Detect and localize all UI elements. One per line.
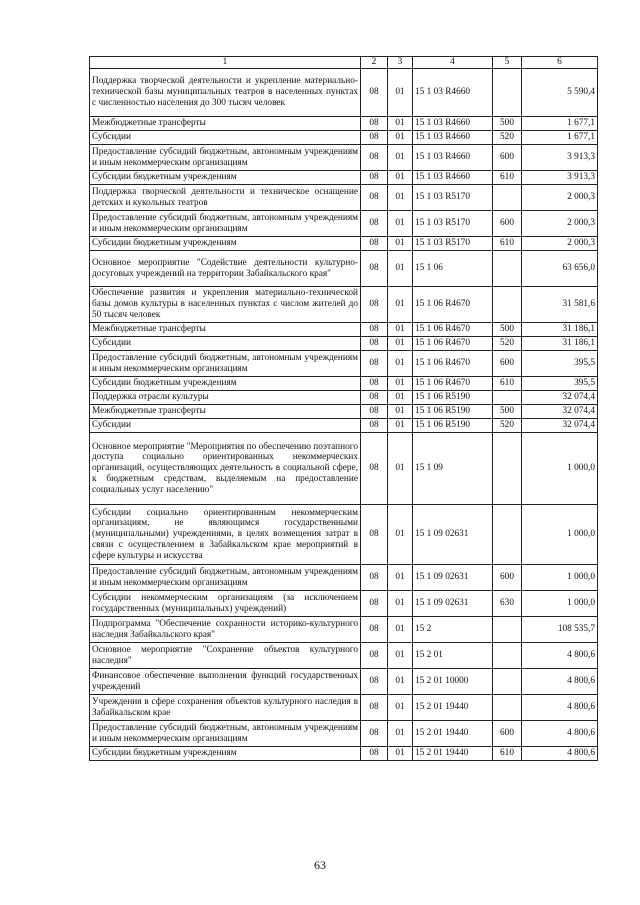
row-subsection: 01 (388, 433, 413, 505)
row-target-code: 15 1 03 R5170 (413, 185, 493, 211)
row-section: 08 (361, 391, 388, 405)
row-section: 08 (361, 171, 388, 185)
row-amount: 108 535,7 (522, 617, 598, 643)
row-subsection: 01 (388, 391, 413, 405)
row-name: Основное мероприятие "Мероприятия по обеспечению поэтапного доступа социально ориентированных некоммерческих организаций, осуществляющих деятельность в социальной сфере, к бюджетным средствам, выделяемым на предоставление социальных услуг населению" (90, 433, 361, 505)
row-amount: 1 677,1 (522, 131, 598, 145)
row-target-code: 15 1 09 02631 (413, 565, 493, 591)
row-target-code: 15 2 01 10000 (413, 669, 493, 695)
table-row (90, 287, 598, 323)
row-expense-type (493, 391, 522, 405)
col-header-1: 1 (90, 57, 361, 69)
row-target-code: 15 1 06 R4670 (413, 377, 493, 391)
row-subsection: 01 (388, 747, 413, 761)
row-name: Субсидии социально ориентированным некоммерческим организациям, не являющимся государственными (муниципальными) учреждениями, в целях возмещения затрат в связи с осуществлением в Забайкальском крае мероприятий в сфере культуры и искусства (90, 505, 361, 565)
row-expense-type (493, 643, 522, 669)
row-section: 08 (361, 419, 388, 433)
row-amount: 395,5 (522, 351, 598, 377)
table-row (90, 171, 598, 185)
col-header-4: 4 (413, 57, 493, 69)
row-target-code: 15 1 06 R4670 (413, 323, 493, 337)
row-subsection: 01 (388, 337, 413, 351)
table-row (90, 131, 598, 145)
table-row (90, 185, 598, 211)
row-target-code: 15 1 06 R4670 (413, 351, 493, 377)
row-target-code: 15 2 01 19440 (413, 695, 493, 721)
table-row (90, 69, 598, 117)
col-header-6: 6 (522, 57, 598, 69)
table-row (90, 419, 598, 433)
row-section: 08 (361, 351, 388, 377)
row-section: 08 (361, 669, 388, 695)
row-name: Предоставление субсидий бюджетным, автономным учреждениям и иным некоммерческим организациям (90, 145, 361, 171)
row-expense-type (493, 287, 522, 323)
row-target-code: 15 1 09 02631 (413, 591, 493, 617)
row-target-code: 15 1 06 R5190 (413, 419, 493, 433)
row-target-code: 15 1 09 (413, 433, 493, 505)
row-amount: 4 800,6 (522, 669, 598, 695)
row-expense-type: 600 (493, 211, 522, 237)
row-subsection: 01 (388, 251, 413, 287)
row-expense-type: 610 (493, 377, 522, 391)
row-amount: 1 000,0 (522, 505, 598, 565)
table-row (90, 237, 598, 251)
row-section: 08 (361, 185, 388, 211)
row-name: Субсидии бюджетным учреждениям (90, 747, 361, 761)
row-name: Поддержка творческой деятельности и укрепление материально-технической базы муниципальных театров в населенных пунктах с численностью населения до 300 тысяч человек (90, 69, 361, 117)
row-expense-type: 500 (493, 323, 522, 337)
row-expense-type: 520 (493, 419, 522, 433)
row-subsection: 01 (388, 695, 413, 721)
row-expense-type: 520 (493, 131, 522, 145)
table-body (90, 69, 598, 761)
row-subsection: 01 (388, 145, 413, 171)
row-amount: 1 000,0 (522, 591, 598, 617)
row-subsection: 01 (388, 505, 413, 565)
row-section: 08 (361, 617, 388, 643)
row-name: Межбюджетные трансферты (90, 323, 361, 337)
row-name: Финансовое обеспечение выполнения функций государственных учреждений (90, 669, 361, 695)
row-section: 08 (361, 721, 388, 747)
row-expense-type: 600 (493, 145, 522, 171)
table-row (90, 377, 598, 391)
row-expense-type (493, 695, 522, 721)
row-target-code: 15 2 01 (413, 643, 493, 669)
row-subsection: 01 (388, 211, 413, 237)
row-amount: 32 074,4 (522, 419, 598, 433)
table-row (90, 617, 598, 643)
row-amount: 3 913,3 (522, 171, 598, 185)
row-expense-type: 610 (493, 237, 522, 251)
row-name: Предоставление субсидий бюджетным, автономным учреждениям и иным некоммерческим организациям (90, 211, 361, 237)
row-amount: 2 000,3 (522, 237, 598, 251)
row-amount: 31 186,1 (522, 323, 598, 337)
page-number: 63 (314, 858, 326, 872)
row-name: Субсидии некоммерческим организациям (за исключением государственных (муниципальных) учреждений) (90, 591, 361, 617)
col-header-5: 5 (493, 57, 522, 69)
row-section: 08 (361, 405, 388, 419)
row-expense-type: 500 (493, 117, 522, 131)
row-name: Поддержка отрасли культуры (90, 391, 361, 405)
row-subsection: 01 (388, 171, 413, 185)
row-expense-type (493, 433, 522, 505)
table-row (90, 591, 598, 617)
table-row (90, 391, 598, 405)
table-row (90, 405, 598, 419)
row-subsection: 01 (388, 131, 413, 145)
row-name: Субсидии (90, 419, 361, 433)
row-name: Субсидии бюджетным учреждениям (90, 171, 361, 185)
row-expense-type: 520 (493, 337, 522, 351)
table-row (90, 565, 598, 591)
row-subsection: 01 (388, 117, 413, 131)
table-row (90, 505, 598, 565)
row-expense-type (493, 669, 522, 695)
row-subsection: 01 (388, 323, 413, 337)
row-name: Основное мероприятие "Сохранение объектов культурного наследия" (90, 643, 361, 669)
table-row (90, 145, 598, 171)
row-amount: 2 000,3 (522, 211, 598, 237)
table-row (90, 721, 598, 747)
row-section: 08 (361, 643, 388, 669)
budget-table (89, 56, 598, 761)
table-row (90, 323, 598, 337)
table-row (90, 211, 598, 237)
row-name: Субсидии (90, 131, 361, 145)
row-expense-type: 600 (493, 565, 522, 591)
row-amount: 5 590,4 (522, 69, 598, 117)
row-name: Подпрограмма "Обеспечение сохранности историко-культурного наследия Забайкальского края" (90, 617, 361, 643)
row-target-code: 15 1 03 R4660 (413, 69, 493, 117)
row-amount: 31 186,1 (522, 337, 598, 351)
row-target-code: 15 2 01 19440 (413, 721, 493, 747)
row-target-code: 15 1 06 R4670 (413, 287, 493, 323)
row-expense-type: 500 (493, 405, 522, 419)
col-header-3: 3 (388, 57, 413, 69)
row-target-code: 15 1 03 R4660 (413, 131, 493, 145)
row-section: 08 (361, 131, 388, 145)
row-section: 08 (361, 69, 388, 117)
row-expense-type (493, 617, 522, 643)
row-amount: 4 800,6 (522, 721, 598, 747)
row-section: 08 (361, 211, 388, 237)
table-row (90, 695, 598, 721)
table-row (90, 251, 598, 287)
table-row (90, 117, 598, 131)
table-row (90, 747, 598, 761)
row-amount: 4 800,6 (522, 643, 598, 669)
row-section: 08 (361, 237, 388, 251)
row-subsection: 01 (388, 69, 413, 117)
table-row (90, 351, 598, 377)
row-name: Предоставление субсидий бюджетным, автономным учреждениям и иным некоммерческим организациям (90, 351, 361, 377)
row-target-code: 15 1 06 R5190 (413, 391, 493, 405)
row-section: 08 (361, 377, 388, 391)
col-header-2: 2 (361, 57, 388, 69)
row-subsection: 01 (388, 565, 413, 591)
row-amount: 32 074,4 (522, 391, 598, 405)
row-target-code: 15 1 03 R5170 (413, 211, 493, 237)
row-expense-type (493, 505, 522, 565)
row-name: Субсидии бюджетным учреждениям (90, 377, 361, 391)
header-row (90, 57, 598, 69)
row-target-code: 15 2 (413, 617, 493, 643)
row-amount: 31 581,6 (522, 287, 598, 323)
row-subsection: 01 (388, 591, 413, 617)
row-expense-type (493, 251, 522, 287)
row-subsection: 01 (388, 721, 413, 747)
row-subsection: 01 (388, 377, 413, 391)
row-section: 08 (361, 695, 388, 721)
row-expense-type: 600 (493, 721, 522, 747)
row-target-code: 15 1 03 R4660 (413, 117, 493, 131)
row-name: Основное мероприятие "Содействие деятельности культурно-досуговых учреждений на территории Забайкальского края" (90, 251, 361, 287)
row-amount: 3 913,3 (522, 145, 598, 171)
row-target-code: 15 2 01 19440 (413, 747, 493, 761)
row-expense-type (493, 185, 522, 211)
row-subsection: 01 (388, 405, 413, 419)
row-section: 08 (361, 591, 388, 617)
row-amount: 4 800,6 (522, 747, 598, 761)
row-subsection: 01 (388, 237, 413, 251)
table-row (90, 337, 598, 351)
row-name: Учреждения в сфере сохранения объектов культурного наследия в Забайкальском крае (90, 695, 361, 721)
row-target-code: 15 1 09 02631 (413, 505, 493, 565)
row-amount: 32 074,4 (522, 405, 598, 419)
row-amount: 1 000,0 (522, 565, 598, 591)
row-target-code: 15 1 06 (413, 251, 493, 287)
row-expense-type: 610 (493, 171, 522, 185)
row-section: 08 (361, 433, 388, 505)
row-amount: 63 656,0 (522, 251, 598, 287)
table-row (90, 669, 598, 695)
row-target-code: 15 1 06 R5190 (413, 405, 493, 419)
row-amount: 1 000,0 (522, 433, 598, 505)
row-name: Поддержка творческой деятельности и техническое оснащение детских и кукольных театров (90, 185, 361, 211)
row-name: Обеспечение развития и укрепления материально-технической базы домов культуры в населенных пунктах с числом жителей до 50 тысяч человек (90, 287, 361, 323)
row-section: 08 (361, 505, 388, 565)
row-target-code: 15 1 06 R4670 (413, 337, 493, 351)
row-subsection: 01 (388, 185, 413, 211)
row-section: 08 (361, 117, 388, 131)
row-expense-type: 610 (493, 747, 522, 761)
row-section: 08 (361, 251, 388, 287)
row-amount: 395,5 (522, 377, 598, 391)
row-section: 08 (361, 287, 388, 323)
row-name: Предоставление субсидий бюджетным, автономным учреждениям и иным некоммерческим организациям (90, 565, 361, 591)
row-name: Предоставление субсидий бюджетным, автономным учреждениям и иным некоммерческим организациям (90, 721, 361, 747)
row-subsection: 01 (388, 669, 413, 695)
row-target-code: 15 1 03 R4660 (413, 145, 493, 171)
row-section: 08 (361, 145, 388, 171)
row-name: Субсидии (90, 337, 361, 351)
row-subsection: 01 (388, 351, 413, 377)
row-subsection: 01 (388, 643, 413, 669)
row-section: 08 (361, 747, 388, 761)
row-amount: 1 677,1 (522, 117, 598, 131)
row-subsection: 01 (388, 617, 413, 643)
row-expense-type (493, 69, 522, 117)
row-target-code: 15 1 03 R4660 (413, 171, 493, 185)
row-name: Субсидии бюджетным учреждениям (90, 237, 361, 251)
table-row (90, 643, 598, 669)
row-subsection: 01 (388, 419, 413, 433)
row-name: Межбюджетные трансферты (90, 405, 361, 419)
row-expense-type: 630 (493, 591, 522, 617)
row-amount: 2 000,3 (522, 185, 598, 211)
row-subsection: 01 (388, 287, 413, 323)
row-section: 08 (361, 337, 388, 351)
row-name: Межбюджетные трансферты (90, 117, 361, 131)
table-row (90, 433, 598, 505)
row-amount: 4 800,6 (522, 695, 598, 721)
row-section: 08 (361, 323, 388, 337)
row-expense-type: 600 (493, 351, 522, 377)
row-section: 08 (361, 565, 388, 591)
row-target-code: 15 1 03 R5170 (413, 237, 493, 251)
